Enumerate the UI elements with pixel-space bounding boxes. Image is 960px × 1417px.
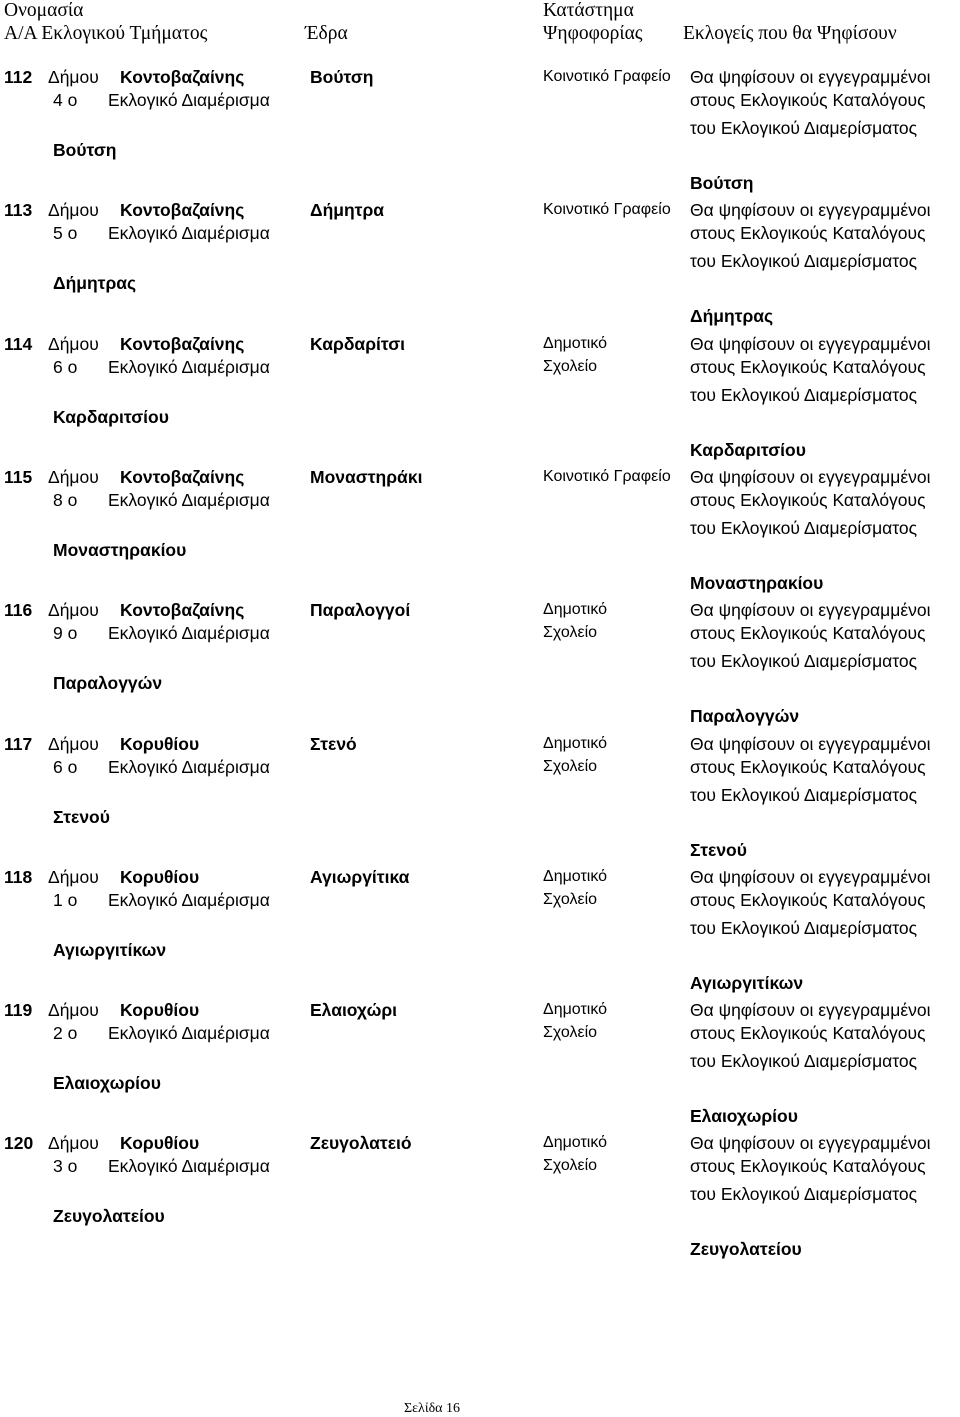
- entry-voters-line4: Ελαιοχωρίου: [690, 1106, 798, 1126]
- entry-voters-line3: του Εκλογικού Διαμερίσματος: [690, 118, 918, 138]
- entry-row: [0, 67, 960, 201]
- entry-seat: Ελαιοχώρι: [310, 1000, 398, 1020]
- entry-voters-line2: στους Εκλογικούς Καταλόγους: [690, 90, 926, 110]
- entry-polling-place: Δημοτικό: [543, 601, 608, 618]
- entry-district-name: Βούτση: [53, 140, 117, 160]
- entry-voters-line2: στους Εκλογικούς Καταλόγους: [690, 623, 926, 643]
- entry-voters-line3: του Εκλογικού Διαμερίσματος: [690, 1051, 918, 1071]
- entry-district-number: 9 ο: [53, 623, 78, 643]
- entry-number: 114: [4, 334, 33, 354]
- entry-voters-line3: του Εκλογικού Διαμερίσματος: [690, 918, 918, 938]
- entry-demou: Δήμου: [48, 200, 99, 220]
- entry-seat: Μοναστηράκι: [310, 467, 423, 487]
- entry-seat: Παραλογγοί: [310, 600, 411, 620]
- entry-polling-place-2: Σχολείο: [543, 891, 598, 908]
- entry-district-label: Εκλογικό Διαμέρισμα: [108, 1023, 270, 1043]
- entry-voters-line2: στους Εκλογικούς Καταλόγους: [690, 223, 926, 243]
- entry-polling-place-2: Σχολείο: [543, 358, 598, 375]
- entry-row: [0, 334, 960, 468]
- entry-district-name: Στενού: [53, 807, 110, 827]
- entry-seat: Στενό: [310, 734, 357, 754]
- entry-voters-line1: Θα ψηφίσουν οι εγγεγραμμένοι: [690, 200, 931, 220]
- entry-seat: Δήμητρα: [310, 200, 385, 220]
- entry-number: 112: [4, 67, 33, 87]
- entry-row: [0, 600, 960, 734]
- entry-demou: Δήμου: [48, 734, 99, 754]
- entry-district-number: 6 ο: [53, 357, 78, 377]
- entry-demou: Δήμου: [48, 1133, 99, 1153]
- entry-voters-line3: του Εκλογικού Διαμερίσματος: [690, 251, 918, 271]
- entry-voters-line4: Ζευγολατείου: [690, 1239, 802, 1259]
- entry-row: [0, 1000, 960, 1134]
- entry-district-label: Εκλογικό Διαμέρισμα: [108, 1156, 270, 1176]
- entry-district-name: Αγιωργιτίκων: [53, 940, 167, 960]
- entry-polling-place: Κοινοτικό Γραφείο: [543, 68, 671, 85]
- entry-municipality: Κοντοβαζαίνης: [120, 334, 245, 354]
- entry-demou: Δήμου: [48, 467, 99, 487]
- entry-voters-line2: στους Εκλογικούς Καταλόγους: [690, 757, 926, 777]
- entry-demou: Δήμου: [48, 67, 99, 87]
- header-name-line2: Α/Α Εκλογικού Τμήματος: [4, 23, 208, 44]
- entry-polling-place: Δημοτικό: [543, 335, 608, 352]
- entry-municipality: Κορυθίου: [120, 867, 200, 887]
- entry-polling-place-2: Σχολείο: [543, 1157, 598, 1174]
- entry-voters-line2: στους Εκλογικούς Καταλόγους: [690, 357, 926, 377]
- entry-polling-place: Δημοτικό: [543, 868, 608, 885]
- entry-voters-line3: του Εκλογικού Διαμερίσματος: [690, 1184, 918, 1204]
- entry-district-label: Εκλογικό Διαμέρισμα: [108, 223, 270, 243]
- entry-voters-line1: Θα ψηφίσουν οι εγγεγραμμένοι: [690, 600, 931, 620]
- entry-district-label: Εκλογικό Διαμέρισμα: [108, 757, 270, 777]
- entry-polling-place: Δημοτικό: [543, 1001, 608, 1018]
- entry-number: 119: [4, 1000, 33, 1020]
- entry-voters-line2: στους Εκλογικούς Καταλόγους: [690, 490, 926, 510]
- header-voters: Εκλογείς που θα Ψηφίσουν: [683, 23, 897, 44]
- entry-voters-line3: του Εκλογικού Διαμερίσματος: [690, 785, 918, 805]
- entry-municipality: Κοντοβαζαίνης: [120, 67, 245, 87]
- entry-polling-place: Κοινοτικό Γραφείο: [543, 201, 671, 218]
- entry-district-number: 6 ο: [53, 757, 78, 777]
- entry-district-name: Ζευγολατείου: [53, 1206, 165, 1226]
- header-store-line1: Κατάστημα: [543, 0, 634, 21]
- page-number: Σελίδα 16: [404, 1401, 461, 1416]
- entry-district-number: 2 ο: [53, 1023, 78, 1043]
- table-header: [0, 0, 960, 60]
- header-seat: Έδρα: [305, 23, 348, 44]
- entry-municipality: Κορυθίου: [120, 1133, 200, 1153]
- entry-number: 120: [4, 1133, 34, 1153]
- entry-voters-line4: Παραλογγών: [690, 706, 800, 726]
- entry-polling-place: Δημοτικό: [543, 1134, 608, 1151]
- entry-voters-line1: Θα ψηφίσουν οι εγγεγραμμένοι: [690, 1000, 931, 1020]
- entry-voters-line1: Θα ψηφίσουν οι εγγεγραμμένοι: [690, 867, 931, 887]
- header-name-line1: Ονομασία: [4, 0, 84, 21]
- entry-district-label: Εκλογικό Διαμέρισμα: [108, 357, 270, 377]
- entry-row: [0, 467, 960, 601]
- entry-demou: Δήμου: [48, 600, 99, 620]
- entry-voters-line1: Θα ψηφίσουν οι εγγεγραμμένοι: [690, 1133, 931, 1153]
- entry-row: [0, 734, 960, 868]
- entry-polling-place-2: Σχολείο: [543, 758, 598, 775]
- entry-voters-line4: Δήμητρας: [690, 306, 774, 326]
- entry-number: 118: [4, 867, 33, 887]
- entry-seat: Βούτση: [310, 67, 374, 87]
- entry-municipality: Κορυθίου: [120, 734, 200, 754]
- entry-district-number: 4 ο: [53, 90, 78, 110]
- entry-voters-line1: Θα ψηφίσουν οι εγγεγραμμένοι: [690, 334, 931, 354]
- entry-voters-line2: στους Εκλογικούς Καταλόγους: [690, 1023, 926, 1043]
- entry-municipality: Κοντοβαζαίνης: [120, 467, 245, 487]
- entry-demou: Δήμου: [48, 334, 99, 354]
- entry-seat: Καρδαρίτσι: [310, 334, 406, 354]
- entry-polling-place-2: Σχολείο: [543, 1024, 598, 1041]
- entry-voters-line2: στους Εκλογικούς Καταλόγους: [690, 890, 926, 910]
- entry-district-number: 1 ο: [53, 890, 78, 910]
- entry-district-name: Καρδαριτσίου: [53, 407, 169, 427]
- entry-voters-line2: στους Εκλογικούς Καταλόγους: [690, 1156, 926, 1176]
- entry-district-label: Εκλογικό Διαμέρισμα: [108, 890, 270, 910]
- entry-district-name: Δήμητρας: [53, 273, 137, 293]
- entry-number: 113: [4, 200, 33, 220]
- entry-number: 116: [4, 600, 33, 620]
- entry-district-number: 8 ο: [53, 490, 78, 510]
- entry-number: 117: [4, 734, 33, 754]
- entry-voters-line3: του Εκλογικού Διαμερίσματος: [690, 518, 918, 538]
- entry-district-name: Μοναστηρακίου: [53, 540, 187, 560]
- entry-number: 115: [4, 467, 33, 487]
- entry-seat: Αγιωργίτικα: [310, 867, 410, 887]
- entry-district-label: Εκλογικό Διαμέρισμα: [108, 623, 270, 643]
- entry-polling-place: Κοινοτικό Γραφείο: [543, 468, 671, 485]
- entry-voters-line1: Θα ψηφίσουν οι εγγεγραμμένοι: [690, 467, 931, 487]
- entry-polling-place-2: Σχολείο: [543, 624, 598, 641]
- entry-district-number: 5 ο: [53, 223, 78, 243]
- entry-demou: Δήμου: [48, 867, 99, 887]
- entry-municipality: Κοντοβαζαίνης: [120, 200, 245, 220]
- entry-district-number: 3 ο: [53, 1156, 78, 1176]
- entry-voters-line3: του Εκλογικού Διαμερίσματος: [690, 385, 918, 405]
- entry-voters-line4: Καρδαριτσίου: [690, 440, 806, 460]
- entry-polling-place: Δημοτικό: [543, 735, 608, 752]
- entry-row: [0, 867, 960, 1001]
- entry-seat: Ζευγολατειό: [310, 1133, 412, 1153]
- entry-municipality: Κοντοβαζαίνης: [120, 600, 245, 620]
- entry-row: [0, 200, 960, 334]
- entry-row: [0, 1133, 960, 1267]
- entry-district-label: Εκλογικό Διαμέρισμα: [108, 90, 270, 110]
- header-store-line2: Ψηφοφορίας: [543, 23, 643, 44]
- entry-voters-line1: Θα ψηφίσουν οι εγγεγραμμένοι: [690, 734, 931, 754]
- entry-municipality: Κορυθίου: [120, 1000, 200, 1020]
- entry-voters-line1: Θα ψηφίσουν οι εγγεγραμμένοι: [690, 67, 931, 87]
- entry-voters-line4: Αγιωργιτίκων: [690, 973, 804, 993]
- entry-district-name: Παραλογγών: [53, 673, 163, 693]
- entry-voters-line4: Στενού: [690, 840, 747, 860]
- entry-demou: Δήμου: [48, 1000, 99, 1020]
- entry-voters-line3: του Εκλογικού Διαμερίσματος: [690, 651, 918, 671]
- entry-district-label: Εκλογικό Διαμέρισμα: [108, 490, 270, 510]
- entry-voters-line4: Βούτση: [690, 173, 754, 193]
- entry-district-name: Ελαιοχωρίου: [53, 1073, 161, 1093]
- entry-voters-line4: Μοναστηρακίου: [690, 573, 824, 593]
